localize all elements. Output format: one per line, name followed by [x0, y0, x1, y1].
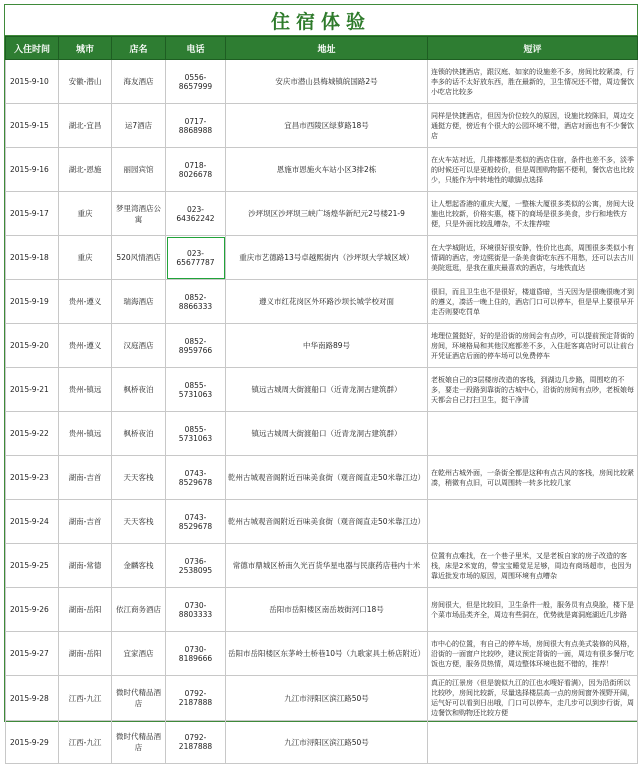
cell-city[interactable]: 湖北-恩施: [59, 148, 112, 192]
table-row: [6, 148, 638, 192]
cell-name[interactable]: 枫桥夜泊: [112, 368, 166, 412]
cell-name[interactable]: 天天客栈: [112, 456, 166, 500]
cell-city[interactable]: 湖南-吉首: [59, 456, 112, 500]
lodging-table: [5, 36, 638, 764]
cell-date[interactable]: 2015-9-10: [6, 60, 59, 104]
cell-name[interactable]: 依江商务酒店: [112, 588, 166, 632]
cell-date[interactable]: 2015-9-27: [6, 632, 59, 676]
cell-date[interactable]: 2015-9-19: [6, 280, 59, 324]
cell-name[interactable]: 金麟客栈: [112, 544, 166, 588]
cell-name[interactable]: 微时代精品酒店: [112, 676, 166, 721]
cell-name[interactable]: 微时代精品酒店: [112, 721, 166, 764]
cell-phone[interactable]: 0718-8026678: [166, 148, 226, 192]
cell-city[interactable]: 重庆: [59, 236, 112, 280]
cell-address[interactable]: 岳阳市岳阳楼区南岳坡街河口18号: [226, 588, 428, 632]
table-row: [6, 104, 638, 148]
cell-review[interactable]: 地理位置挺好，好的是沿街的房间会有点吵，可以提前预定背街的房间，环境格局和其他汉庭都差不多，入住赶客离店时可以让前台开凭证酒店后面的停车场可以免费停车: [428, 324, 638, 368]
cell-phone[interactable]: 023-65677787: [166, 236, 226, 280]
cell-phone[interactable]: 0792-2187888: [166, 676, 226, 721]
cell-city[interactable]: 贵州-遵义: [59, 324, 112, 368]
header-date[interactable]: 入住时间: [6, 37, 59, 60]
cell-address[interactable]: 恩施市恩施火车站小区3排2栋: [226, 148, 428, 192]
cell-city[interactable]: 重庆: [59, 192, 112, 236]
cell-date[interactable]: 2015-9-25: [6, 544, 59, 588]
cell-date[interactable]: 2015-9-15: [6, 104, 59, 148]
cell-address[interactable]: 宜昌市西陵区绿萝路18号: [226, 104, 428, 148]
cell-address[interactable]: 镇远古城周大街渡船口（近青龙洞古建筑群）: [226, 368, 428, 412]
table-row: [6, 60, 638, 104]
cell-review[interactable]: 同样是快捷酒店，但因为价位较久的原因，设施比较陈旧，周边交通挺方便，傍近有个很大的公园环境不错，酒店对面也有不少餐饮店: [428, 104, 638, 148]
cell-review[interactable]: 连锁的快捷酒店，跟汉庭、如家的设施差不多，房间比较紧凑，行李多的话不太好放东西，胜在最新的，卫生情况还不错，周边餐饮小吃店比较多: [428, 60, 638, 104]
cell-city[interactable]: 贵州-镇远: [59, 368, 112, 412]
cell-city[interactable]: 湖南-岳阳: [59, 632, 112, 676]
cell-address[interactable]: 常德市鼎城区桥南久光百货华星电器与民康药店巷内十米: [226, 544, 428, 588]
cell-phone[interactable]: 0792-2187888: [166, 721, 226, 764]
table-row: [6, 500, 638, 544]
cell-review[interactable]: 在火车站对近，几排楼都是类似的酒店住宿，条件也差不多，淡季的时候还可以是更般较价，但是周围购物据不便利，餐饮店也比较少，只能作为中转地性的歇脚点选择: [428, 148, 638, 192]
cell-city[interactable]: 湖南-吉首: [59, 500, 112, 544]
cell-date[interactable]: 2015-9-24: [6, 500, 59, 544]
cell-phone[interactable]: 0852-8959766: [166, 324, 226, 368]
cell-name[interactable]: 梦里湾酒店公寓: [112, 192, 166, 236]
cell-address[interactable]: 乾州古城观音阁附近百味美食街（观音阁直走50米靠江边）: [226, 500, 428, 544]
cell-review[interactable]: 在乾州古城外面，一条街全都是这种有点古风的客栈，房间比较紧凑，稍微有点旧，可以周围转一转多比较几家: [428, 456, 638, 500]
cell-review[interactable]: 房间很大，但是比较旧，卫生条件一般，服务员有点臭脸，楼下是个菜市场品类齐全，周边有些洞在，优势就是离洞庭湖近几步路: [428, 588, 638, 632]
cell-city[interactable]: 江西-九江: [59, 676, 112, 721]
cell-phone[interactable]: 0855-5731063: [166, 368, 226, 412]
cell-address[interactable]: 遵义市红花岗区外环路沙坝长城学校对面: [226, 280, 428, 324]
table-row: [6, 588, 638, 632]
spreadsheet: [4, 4, 638, 752]
cell-date[interactable]: 2015-9-16: [6, 148, 59, 192]
cell-phone[interactable]: 0717-8868988: [166, 104, 226, 148]
cell-address[interactable]: 九江市浔阳区滨江路50号: [226, 676, 428, 721]
table-row: [6, 192, 638, 236]
cell-name[interactable]: 宜家酒店: [112, 632, 166, 676]
cell-review[interactable]: [428, 412, 638, 456]
cell-city[interactable]: 湖北-宜昌: [59, 104, 112, 148]
cell-review[interactable]: 很旧，而且卫生也不是很好，楼道昏暗，当天因为是很晚很晚才到的遵义，凑活一晚上住的，酒店门口可以停车，但是早上要很早开走否则要吃罚单: [428, 280, 638, 324]
cell-city[interactable]: 湖南-常德: [59, 544, 112, 588]
cell-name[interactable]: 运7酒店: [112, 104, 166, 148]
cell-name[interactable]: 520风情酒店: [112, 236, 166, 280]
cell-review[interactable]: 市中心的位置，有自己的停车场，房间很大有点美式装修的风格，沿街的一面窗户比较吵，建议预定背街的一面，周边有很多餐厅吃饭也方便，服务员热情，周边整体环境也挺不错的，推荐！: [428, 632, 638, 676]
table-row: [6, 544, 638, 588]
cell-date[interactable]: 2015-9-22: [6, 412, 59, 456]
cell-city[interactable]: 安徽-潜山: [59, 60, 112, 104]
cell-review[interactable]: 让人想起香港的重庆大厦，一整栋大厦很多类似的公寓，房间大设施也比较新，价格实惠，楼下的商场是很多美食，步行和地铁方便，只是外面比较乱嘈杂，不太推荐啦: [428, 192, 638, 236]
table-row: [6, 412, 638, 456]
cell-address[interactable]: 镇远古城周大街渡船口（近青龙洞古建筑群）: [226, 412, 428, 456]
table-row: [6, 324, 638, 368]
cell-date[interactable]: 2015-9-23: [6, 456, 59, 500]
cell-date[interactable]: 2015-9-29: [6, 721, 59, 764]
header-review[interactable]: 短评: [428, 37, 638, 60]
table-row: [6, 280, 638, 324]
cell-date[interactable]: 2015-9-28: [6, 676, 59, 721]
table-row: [6, 632, 638, 676]
table-row: [6, 676, 638, 721]
cell-review[interactable]: 真正的江景房（但是貌似九江的江也水嗖好看满），因为沿街所以比较吵，房间比较新，尽量选择楼层高一点的房间窗外视野开阔，运气好可以看到日出哦，门口可以停车，走几步可以到步行街，周边餐饮和购物还比较方便: [428, 676, 638, 721]
cell-review[interactable]: [428, 500, 638, 544]
cell-phone[interactable]: 023-64362242: [166, 192, 226, 236]
table-row: [6, 721, 638, 764]
cell-date[interactable]: 2015-9-18: [6, 236, 59, 280]
cell-city[interactable]: 湖南-岳阳: [59, 588, 112, 632]
sheet-title: 住宿体验: [5, 5, 637, 36]
cell-phone[interactable]: 0855-5731063: [166, 412, 226, 456]
cell-review[interactable]: 位置有点难找，在一个巷子里米，又是老板自家的房子改造的客栈，床是2米宽的，带宝宝睡觉足足够，周边有商场超市，也因为靠近批发市场的原因，周围环境有点嘈杂: [428, 544, 638, 588]
cell-address[interactable]: 安庆市潜山县梅城镇皖国路2号: [226, 60, 428, 104]
cell-city[interactable]: 贵州-镇远: [59, 412, 112, 456]
header-address[interactable]: 地址: [226, 37, 428, 60]
cell-city[interactable]: 贵州-遵义: [59, 280, 112, 324]
cell-name[interactable]: 海友酒店: [112, 60, 166, 104]
cell-name[interactable]: 枫桥夜泊: [112, 412, 166, 456]
cell-review[interactable]: 老板娘自己的3层楼房改造的客栈，到湖边几步路，周围吃的不多，要走一段路到靠街的古城中心，沿街的房间有点吵，老板娘每天都会自己打扫卫生，挺干净清: [428, 368, 638, 412]
cell-name[interactable]: 丽园宾馆: [112, 148, 166, 192]
cell-city[interactable]: 江西-九江: [59, 721, 112, 764]
cell-phone[interactable]: 0743-8529678: [166, 500, 226, 544]
cell-review[interactable]: 在大学城附近，环境很好很安静，性价比也高，周围很多类似小有情调的酒店，旁边熙街是一条美食街吃东西不用愁，还可以去古川美院逛逛，是我在重庆最喜欢的酒店，与地铁直达: [428, 236, 638, 280]
cell-phone[interactable]: 0730-8189666: [166, 632, 226, 676]
cell-phone[interactable]: 0730-8803333: [166, 588, 226, 632]
cell-address[interactable]: 重庆市艺德路13号卓越熙街内（沙坪坝大学城区域）: [226, 236, 428, 280]
cell-address[interactable]: 沙坪坝区沙坪坝三峡广场煌华新纪元2号楼21-9: [226, 192, 428, 236]
cell-address[interactable]: 中华南路89号: [226, 324, 428, 368]
cell-phone[interactable]: 0556-8657999: [166, 60, 226, 104]
cell-name[interactable]: 瑞海酒店: [112, 280, 166, 324]
cell-phone[interactable]: 0736-2538095: [166, 544, 226, 588]
table-row: [6, 456, 638, 500]
cell-address[interactable]: 乾州古城观音阁附近百味美食街（观音阁直走50米靠江边）: [226, 456, 428, 500]
cell-address[interactable]: 九江市浔阳区滨江路50号: [226, 721, 428, 764]
cell-date[interactable]: 2015-9-20: [6, 324, 59, 368]
cell-date[interactable]: 2015-9-17: [6, 192, 59, 236]
cell-name[interactable]: 汉庭酒店: [112, 324, 166, 368]
cell-date[interactable]: 2015-9-21: [6, 368, 59, 412]
header-row: [6, 37, 638, 60]
cell-phone[interactable]: 0852-8866333: [166, 280, 226, 324]
header-name[interactable]: 店名: [112, 37, 166, 60]
cell-name[interactable]: 天天客栈: [112, 500, 166, 544]
table-row: [6, 368, 638, 412]
cell-date[interactable]: 2015-9-26: [6, 588, 59, 632]
header-phone[interactable]: 电话: [166, 37, 226, 60]
cell-address[interactable]: 岳阳市岳阳楼区东茅岭土桥巷10号（九歌家具土桥店附近）: [226, 632, 428, 676]
header-city[interactable]: 城市: [59, 37, 112, 60]
cell-review[interactable]: [428, 721, 638, 764]
table-body: [6, 60, 638, 764]
table-row: [6, 236, 638, 280]
cell-phone[interactable]: 0743-8529678: [166, 456, 226, 500]
